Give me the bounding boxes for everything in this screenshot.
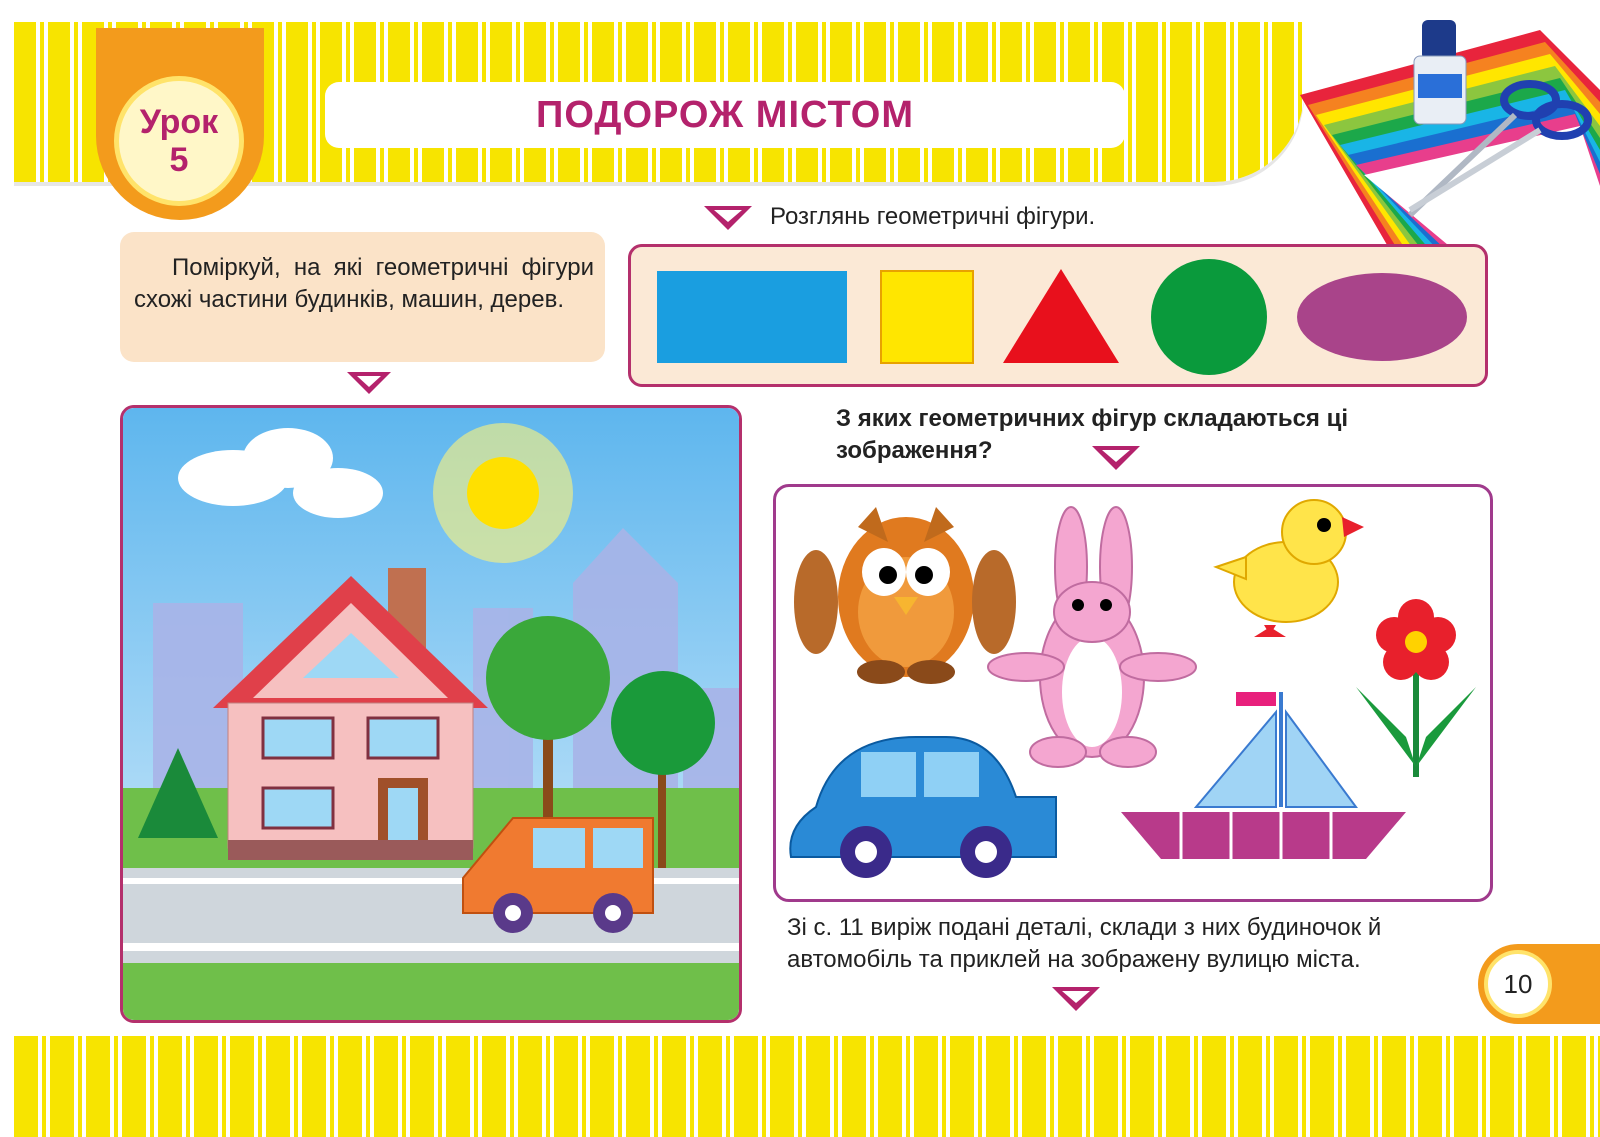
- lesson-badge: [114, 76, 244, 206]
- instruction-text: Зі с. 11 виріж подані деталі, склади з них будиночок й автомобіль та приклей на зображену вулицю міста.: [787, 914, 1382, 973]
- shapes-box: [628, 244, 1488, 387]
- consider-text: Розглянь геометричні фігури.: [770, 203, 1096, 230]
- flower-figure: [1356, 599, 1476, 777]
- lesson-label: Урок: [139, 103, 219, 141]
- rectangle-shape: [657, 271, 847, 363]
- rabbit-figure: [988, 507, 1196, 767]
- car-figure: [790, 737, 1056, 878]
- down-triangle-icon: [345, 370, 393, 396]
- square-shape: [881, 271, 973, 363]
- down-triangle-icon: [1090, 444, 1142, 472]
- boat-figure: [1121, 692, 1406, 859]
- title-box: [325, 82, 1125, 148]
- city-scene-illustration: [123, 408, 739, 1020]
- glue-bottle-icon: [1414, 20, 1466, 124]
- figures-box: [773, 484, 1493, 902]
- city-scene: [120, 405, 742, 1023]
- page-title: ПОДОРОЖ МІСТОМ: [536, 93, 914, 136]
- lesson-number: 5: [169, 141, 189, 179]
- sun-icon: [433, 423, 573, 563]
- page-number: 10: [1484, 950, 1552, 1018]
- bottom-band: [14, 1036, 1600, 1137]
- figures-illustration: [776, 487, 1490, 899]
- question-text: З яких геометричних фігур складаються ці зображення?: [836, 405, 1349, 464]
- triangle-shape: [1003, 269, 1119, 363]
- down-triangle-icon: [702, 204, 754, 232]
- tip-text: Поміркуй, на які геометричні фігури схожі частини будинків, машин, дерев.: [134, 254, 594, 313]
- circle-shape: [1151, 259, 1267, 375]
- down-triangle-icon: [1050, 985, 1102, 1013]
- owl-figure: [794, 507, 1016, 684]
- chick-figure: [1216, 500, 1364, 637]
- shapes-row: [631, 247, 1485, 384]
- oval-shape: [1297, 273, 1467, 361]
- craft-supplies-image: [1300, 0, 1600, 250]
